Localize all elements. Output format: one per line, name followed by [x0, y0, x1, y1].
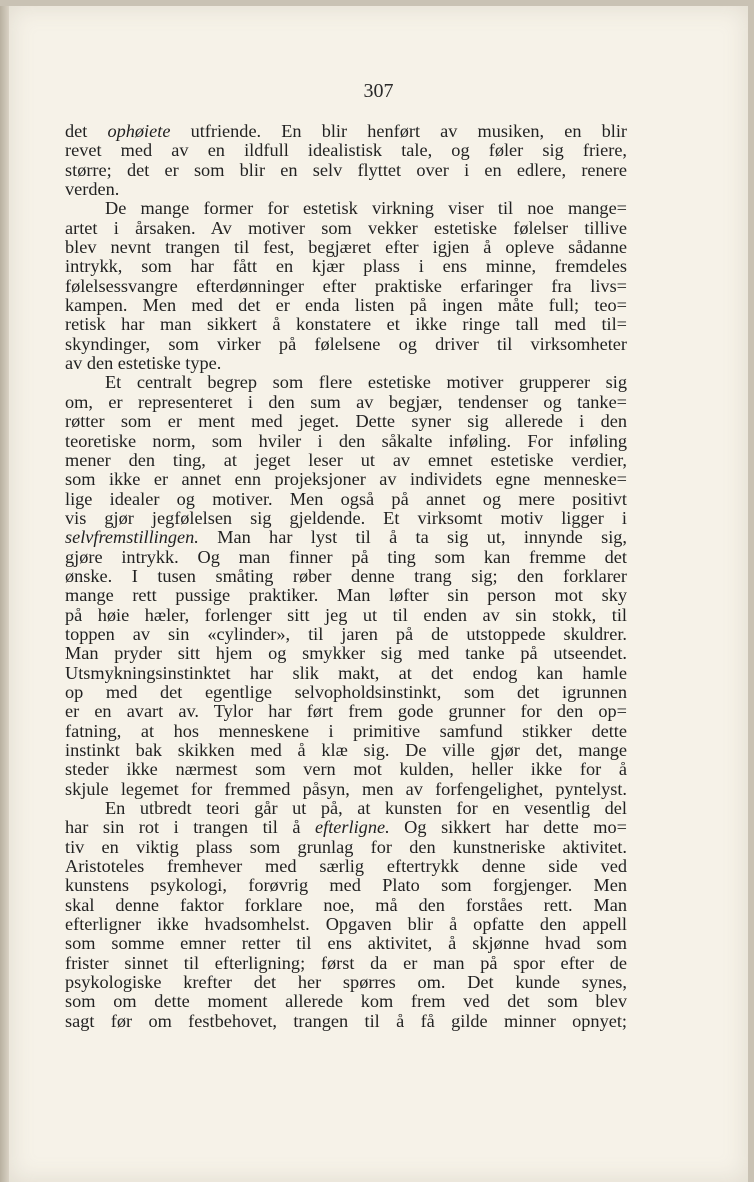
text-line: [65, 315, 627, 334]
text-line: [65, 199, 627, 218]
text-line: [65, 954, 627, 973]
body-text: [65, 122, 627, 1031]
text-line: [65, 509, 627, 528]
text-line: [65, 992, 627, 1011]
text-segment: ønske. I tusen småting røber denne trang sig; den forklarer: [65, 565, 627, 586]
text-segment: toppen av sin «cylinder», til jaren på de utstoppede skuldrer.: [65, 623, 627, 644]
text-line: [65, 818, 627, 837]
text-segment: Utsmykningsinstinktet har slik makt, at det endog kan hamle: [65, 662, 627, 683]
text-line: [65, 644, 627, 663]
text-line: [65, 683, 627, 702]
text-line: [65, 896, 627, 915]
text-line: [65, 741, 627, 760]
text-segment: av den estetiske type.: [65, 353, 222, 374]
text-segment: har sin rot i trangen til å: [65, 817, 316, 838]
text-segment: vis gjør jegfølelsen sig gjeldende. Et virksomt motiv ligger i: [65, 507, 627, 528]
text-segment: mange rett pussige praktiker. Man løfter sin person mot sky: [65, 585, 627, 606]
text-segment: Aristoteles fremhever med særlig eftertrykk denne side ved: [65, 856, 627, 877]
text-segment: skyndinger, som virker på følelsene og driver til virksomheter: [65, 333, 627, 354]
text-segment: røtter som er ment med jeget. Dette syner sig allerede i den: [65, 411, 627, 432]
text-segment: følelsessvangre efterdønninger efter praktiske erfaringer fra livs=: [65, 275, 627, 296]
text-segment: som somme emner retter til ens aktivitet, å skjønne hvad som: [65, 933, 627, 954]
text-line: [65, 780, 627, 799]
text-segment: kampen. Men med det er enda listen på ingen måte full; teo=: [65, 295, 627, 316]
text-line: [65, 451, 627, 470]
text-line: [65, 277, 627, 296]
text-line: [65, 141, 627, 160]
text-segment: som om dette moment allerede kom frem ved det som blev: [65, 991, 627, 1012]
text-line: [65, 876, 627, 895]
text-segment: revet med av en ildfull idealistisk tale, og føler sig friere,: [65, 140, 627, 161]
text-segment: Man pryder sitt hjem og smykker sig med tanke på utseendet.: [65, 643, 627, 664]
text-line: [65, 490, 627, 509]
text-segment: intrykk, som har fått en kjær plass i ens minne, fremdeles: [65, 256, 627, 277]
italic-term: efterligne.: [315, 817, 390, 838]
text-line: [65, 973, 627, 992]
text-line: [65, 702, 627, 721]
text-line: [65, 219, 627, 238]
text-segment: blev nevnt trangen til fest, begjæret efter igjen å opleve sådanne: [65, 237, 627, 258]
text-segment: det: [65, 121, 108, 141]
text-segment: op med det egentlige selvopholdsinstinkt, som det igrunnen: [65, 681, 627, 702]
text-line: [65, 296, 627, 315]
page-edge-shadow: [0, 6, 9, 1182]
text-line: [65, 238, 627, 257]
text-segment: Man har lyst til å ta sig ut, innynde sig,: [198, 527, 627, 548]
text-line: [65, 528, 627, 547]
text-segment: utfriende. En blir henført av musiken, en blir: [170, 121, 627, 141]
text-line: [65, 799, 627, 818]
text-segment: Et centralt begrep som flere estetiske motiver grupperer sig: [105, 372, 627, 393]
text-segment: frister sinnet til efterligning; først da er man på spor efter de: [65, 952, 627, 973]
text-line: [65, 934, 627, 953]
text-line: [65, 857, 627, 876]
text-segment: En utbredt teori går ut på, at kunsten for en vesentlig del: [105, 798, 627, 819]
text-segment: tiv en viktig plass som grunlag for den kunstneriske aktivitet.: [65, 836, 627, 857]
text-segment: gjøre intrykk. Og man finner på ting som kan fremme det: [65, 546, 627, 567]
text-segment: psykologiske krefter det her spørres om. Det kunde synes,: [65, 972, 627, 993]
text-segment: lige idealer og motiver. Men også på annet og mere positivt: [65, 488, 627, 509]
text-segment: Og sikkert har dette mo=: [389, 817, 627, 838]
italic-term: selvfremstillingen.: [65, 527, 199, 548]
text-segment: verden.: [65, 179, 120, 200]
book-page: [9, 6, 748, 1182]
text-segment: om, er representeret i den sum av begjær, tendenser og tanke=: [65, 391, 627, 412]
text-segment: som ikke er annet enn projeksjoner av individets egne menneske=: [65, 469, 627, 490]
text-line: [65, 760, 627, 779]
text-segment: sagt før om festbehovet, trangen til å få gilde minner opnyet;: [65, 1010, 627, 1031]
text-segment: fatning, at hos menneskene i primitive samfund stikker dette: [65, 720, 627, 741]
text-line: [65, 664, 627, 683]
text-segment: artet i årsaken. Av motiver som vekker estetiske følelser tillive: [65, 217, 627, 238]
text-line: [65, 432, 627, 451]
text-line: [65, 548, 627, 567]
text-line: [65, 373, 627, 392]
text-line: [65, 257, 627, 276]
text-line: [65, 470, 627, 489]
text-line: [65, 567, 627, 586]
text-line: [65, 606, 627, 625]
text-line: [65, 354, 627, 373]
text-line: [65, 180, 627, 199]
text-line: [65, 122, 627, 141]
text-line: [65, 722, 627, 741]
text-segment: større; det er som blir en selv flyttet over i en edlere, renere: [65, 159, 627, 180]
text-line: [65, 1012, 627, 1031]
text-segment: retisk har man sikkert å konstatere et ikke ringe tall med til=: [65, 314, 627, 335]
text-line: [65, 412, 627, 431]
text-line: [65, 625, 627, 644]
text-line: [65, 838, 627, 857]
text-segment: kunstens psykologi, forøvrig med Plato som forgjenger. Men: [65, 875, 627, 896]
text-line: [65, 335, 627, 354]
text-segment: skal denne faktor forklare noe, må den forståes rett. Man: [65, 894, 627, 915]
text-segment: på høie hæler, forlenger sitt jeg ut til enden av sin stokk, til: [65, 604, 627, 625]
text-line: [65, 161, 627, 180]
text-segment: instinkt bak skikken med å klæ sig. De ville gjør det, mange: [65, 740, 627, 760]
text-line: [65, 393, 627, 412]
text-line: [65, 915, 627, 934]
italic-term: ophøiete: [107, 121, 171, 141]
text-segment: er en avart av. Tylor har ført frem gode grunner for den op=: [65, 701, 627, 722]
text-segment: teoretiske norm, som hviler i den såkalte inføling. For inføling: [65, 430, 627, 451]
text-segment: steder ikke nærmest som vern mot kulden, heller ikke for å: [65, 759, 627, 780]
text-segment: De mange former for estetisk virkning viser til noe mange=: [105, 198, 627, 219]
page-number: 307: [363, 80, 394, 102]
text-line: [65, 586, 627, 605]
text-segment: efterligner ikke hvadsomhelst. Opgaven blir å opfatte den appell: [65, 914, 627, 935]
text-segment: skjule legemet for fremmed påsyn, men av forfengelighet, pyntelyst.: [65, 778, 627, 799]
text-segment: mener den ting, at jeget leser ut av emnet estetiske verdier,: [65, 449, 627, 470]
